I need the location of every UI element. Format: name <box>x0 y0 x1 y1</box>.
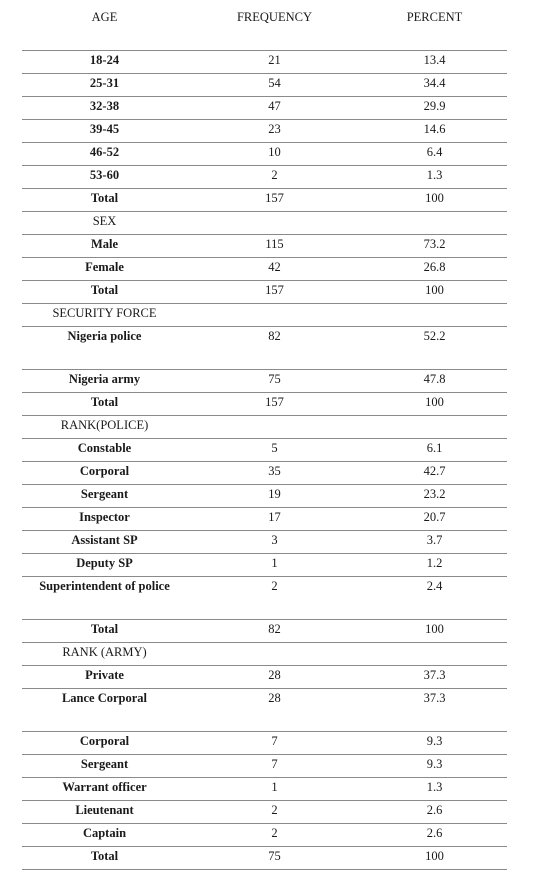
row-label: Total <box>90 283 119 297</box>
row-label: RANK(POLICE) <box>60 418 149 432</box>
row-percent: 34.4 <box>423 76 446 90</box>
row-frequency: 28 <box>268 691 281 705</box>
table-row <box>22 97 507 120</box>
row-frequency: 47 <box>268 99 281 113</box>
row-label: Lieutenant <box>75 803 134 817</box>
row-label: Superintendent of police <box>39 579 170 593</box>
row-percent: 100 <box>425 622 444 636</box>
row-percent: 6.4 <box>426 145 443 159</box>
row-percent: 3.7 <box>426 533 443 547</box>
row-label: Total <box>90 849 119 863</box>
row-label: Constable <box>77 441 132 455</box>
table-row <box>22 235 507 258</box>
row-frequency: 54 <box>268 76 281 90</box>
header-frequency: FREQUENCY <box>236 10 312 24</box>
row-percent: 29.9 <box>423 99 446 113</box>
row-percent: 13.4 <box>423 53 446 67</box>
row-frequency: 157 <box>265 283 284 297</box>
row-label: 39-45 <box>89 122 120 136</box>
table-row <box>22 281 507 304</box>
row-frequency: 42 <box>268 260 281 274</box>
row-percent: 14.6 <box>423 122 446 136</box>
table-row <box>22 824 507 847</box>
row-percent: 100 <box>425 395 444 409</box>
row-percent: 37.3 <box>423 691 446 705</box>
row-label: Male <box>90 237 119 251</box>
section-row <box>22 304 507 327</box>
section-row <box>22 643 507 666</box>
table-row <box>22 554 507 577</box>
row-percent: 2.4 <box>426 579 443 593</box>
table-row <box>22 258 507 281</box>
row-label: Total <box>90 395 119 409</box>
table-row <box>22 51 507 74</box>
row-frequency: 115 <box>265 237 284 251</box>
row-label: Sergeant <box>80 757 129 771</box>
row-label: 32-38 <box>89 99 120 113</box>
row-percent: 100 <box>425 283 444 297</box>
row-label: Assistant SP <box>71 533 138 547</box>
row-frequency: 19 <box>268 487 281 501</box>
row-label: Deputy SP <box>76 556 133 570</box>
row-percent: 2.6 <box>426 803 443 817</box>
row-frequency: 82 <box>268 329 281 343</box>
table-row <box>22 620 507 643</box>
row-frequency: 2 <box>271 579 278 593</box>
row-frequency: 157 <box>265 395 284 409</box>
row-label: Lance Corporal <box>61 691 148 705</box>
table-row <box>22 531 507 554</box>
row-label: Nigeria army <box>68 372 141 386</box>
row-percent: 20.7 <box>423 510 446 524</box>
table-row <box>22 120 507 143</box>
row-percent: 100 <box>425 849 444 863</box>
table-row <box>22 778 507 801</box>
row-label: SEX <box>92 214 117 228</box>
row-frequency: 75 <box>268 372 281 386</box>
row-frequency: 82 <box>268 622 281 636</box>
row-frequency: 2 <box>271 826 278 840</box>
row-frequency: 3 <box>271 533 278 547</box>
row-frequency: 1 <box>271 780 278 794</box>
table-row <box>22 370 507 393</box>
row-percent: 1.3 <box>426 168 443 182</box>
row-frequency: 10 <box>268 145 281 159</box>
row-frequency: 157 <box>265 191 284 205</box>
row-frequency: 7 <box>271 757 278 771</box>
row-label: 53-60 <box>89 168 120 182</box>
row-percent: 52.2 <box>423 329 446 343</box>
row-percent: 42.7 <box>423 464 446 478</box>
header-age: AGE <box>91 10 118 24</box>
table-body <box>22 51 507 870</box>
row-percent: 1.3 <box>426 780 443 794</box>
row-percent: 26.8 <box>423 260 446 274</box>
row-label: Nigeria police <box>67 329 142 343</box>
row-frequency: 2 <box>271 803 278 817</box>
table-row <box>22 143 507 166</box>
table-row <box>22 847 507 870</box>
row-label: 25-31 <box>89 76 120 90</box>
table-row <box>22 439 507 462</box>
table-row <box>22 189 507 212</box>
table-header-row <box>22 6 507 51</box>
row-percent: 100 <box>425 191 444 205</box>
row-percent: 37.3 <box>423 668 446 682</box>
table-row <box>22 689 507 732</box>
row-label: Corporal <box>79 464 130 478</box>
row-label: 46-52 <box>89 145 120 159</box>
table-row <box>22 393 507 416</box>
row-percent: 6.1 <box>426 441 443 455</box>
row-percent: 23.2 <box>423 487 446 501</box>
row-label: Warrant officer <box>62 780 147 794</box>
table-row <box>22 801 507 824</box>
row-frequency: 7 <box>271 734 278 748</box>
row-percent: 73.2 <box>423 237 446 251</box>
row-label: Total <box>90 191 119 205</box>
row-frequency: 5 <box>271 441 278 455</box>
row-frequency: 21 <box>268 53 281 67</box>
row-label: Total <box>90 622 119 636</box>
table-row <box>22 327 507 370</box>
row-label: Corporal <box>79 734 130 748</box>
row-percent: 9.3 <box>426 734 443 748</box>
table-row <box>22 577 507 620</box>
table-row <box>22 666 507 689</box>
row-label: Female <box>85 260 124 274</box>
row-frequency: 23 <box>268 122 281 136</box>
row-label: SECURITY FORCE <box>52 306 157 320</box>
table-row <box>22 732 507 755</box>
row-frequency: 35 <box>268 464 281 478</box>
row-frequency: 28 <box>268 668 281 682</box>
row-label: Private <box>85 668 124 682</box>
row-percent: 47.8 <box>423 372 446 386</box>
header-percent: PERCENT <box>406 10 463 24</box>
row-percent: 9.3 <box>426 757 443 771</box>
section-row <box>22 212 507 235</box>
table-row <box>22 462 507 485</box>
row-frequency: 17 <box>268 510 281 524</box>
section-row <box>22 416 507 439</box>
row-percent: 1.2 <box>426 556 443 570</box>
row-label: RANK (ARMY) <box>62 645 147 659</box>
row-label: Captain <box>82 826 127 840</box>
row-label: Inspector <box>79 510 130 524</box>
row-label: Sergeant <box>80 487 129 501</box>
demographics-table <box>22 6 507 870</box>
row-label: 18-24 <box>89 53 120 67</box>
table-row <box>22 755 507 778</box>
table-row <box>22 508 507 531</box>
row-frequency: 75 <box>268 849 281 863</box>
table-row <box>22 485 507 508</box>
row-frequency: 1 <box>271 556 278 570</box>
table-row <box>22 74 507 97</box>
row-frequency: 2 <box>271 168 278 182</box>
table-row <box>22 166 507 189</box>
row-percent: 2.6 <box>426 826 443 840</box>
